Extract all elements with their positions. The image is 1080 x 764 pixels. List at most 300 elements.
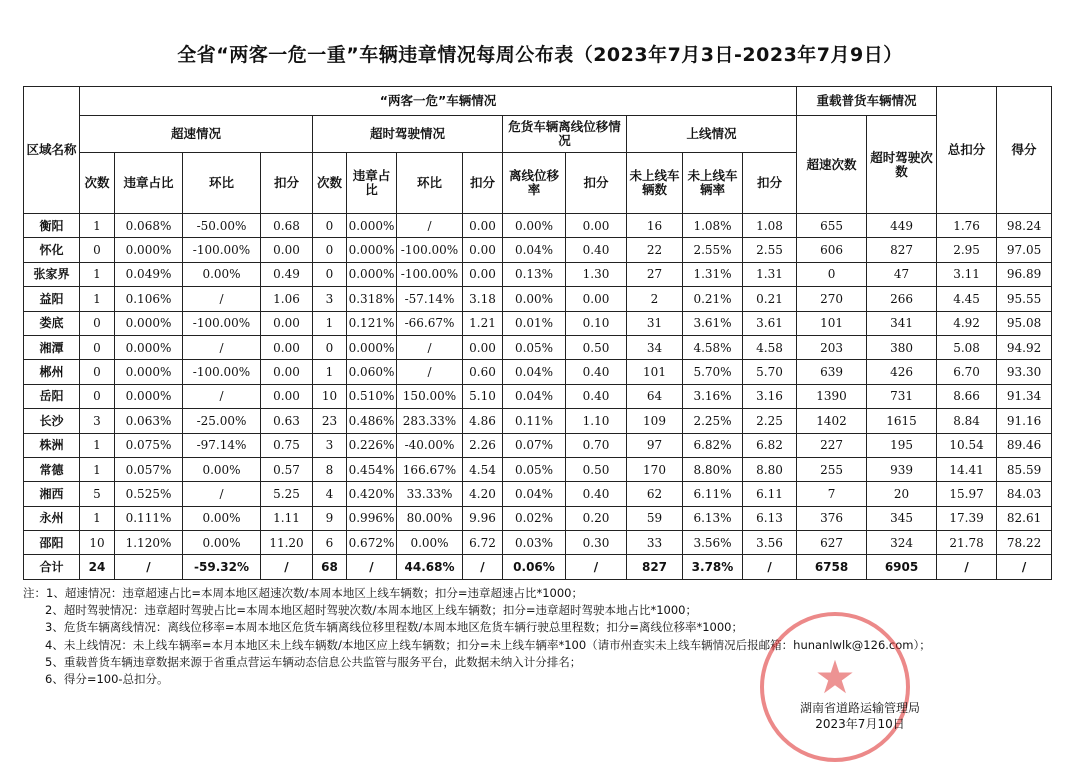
table-cell: 3.78% — [683, 555, 743, 579]
table-cell: 98.24 — [997, 214, 1052, 238]
table-cell: 0.07% — [503, 433, 566, 457]
table-cell: 3.11 — [937, 262, 997, 286]
table-cell: 227 — [797, 433, 867, 457]
table-cell: 266 — [867, 287, 937, 311]
table-cell: -25.00% — [183, 409, 261, 433]
region-cell: 湘西 — [24, 482, 80, 506]
table-cell: 6.13% — [683, 506, 743, 530]
table-cell: 4.20 — [463, 482, 503, 506]
table-cell: 0.10 — [566, 311, 627, 335]
table-cell: 95.55 — [997, 287, 1052, 311]
table-cell: 1402 — [797, 409, 867, 433]
table-cell: 8.80 — [743, 457, 797, 481]
table-row — [24, 335, 1052, 359]
region-cell: 怀化 — [24, 238, 80, 262]
table-cell: 1 — [80, 214, 115, 238]
table-row — [24, 409, 1052, 433]
table-cell: 85.59 — [997, 457, 1052, 481]
header-sp-score: 扣分 — [261, 153, 313, 214]
violation-table — [23, 86, 1052, 580]
table-cell: / — [463, 555, 503, 579]
table-cell: / — [183, 287, 261, 311]
table-cell: 2.25% — [683, 409, 743, 433]
table-cell: -59.32% — [183, 555, 261, 579]
table-cell: 10.54 — [937, 433, 997, 457]
note-line: 6、得分=100-总扣分。 — [45, 672, 169, 687]
table-cell: 0.00% — [503, 214, 566, 238]
header-ot-mom: 环比 — [397, 153, 463, 214]
region-cell: 合计 — [24, 555, 80, 579]
table-cell: 1 — [80, 506, 115, 530]
table-cell: 3.16 — [743, 384, 797, 408]
table-cell: 3.56 — [743, 531, 797, 555]
table-cell: 0.000% — [115, 311, 183, 335]
table-cell: 95.08 — [997, 311, 1052, 335]
table-cell: 627 — [797, 531, 867, 555]
table-cell: 8 — [313, 457, 347, 481]
table-cell: 4 — [313, 482, 347, 506]
region-cell: 长沙 — [24, 409, 80, 433]
region-cell: 郴州 — [24, 360, 80, 384]
table-cell: 376 — [797, 506, 867, 530]
table-cell: / — [997, 555, 1052, 579]
region-cell: 益阳 — [24, 287, 80, 311]
table-cell: 426 — [867, 360, 937, 384]
region-cell: 常德 — [24, 457, 80, 481]
table-cell: 101 — [627, 360, 683, 384]
header-group-lkyw: “两客一危”车辆情况 — [80, 87, 797, 116]
seal-star-icon: ★ — [814, 650, 856, 704]
table-cell: 0.068% — [115, 214, 183, 238]
table-cell: 0.04% — [503, 360, 566, 384]
header-on-rate: 未上线车辆率 — [683, 153, 743, 214]
table-cell: 0.00 — [261, 335, 313, 359]
table-cell: 23 — [313, 409, 347, 433]
table-cell: 0.11% — [503, 409, 566, 433]
table-cell: 8.80% — [683, 457, 743, 481]
table-cell: 3.56% — [683, 531, 743, 555]
table-cell: 101 — [797, 311, 867, 335]
header-online: 上线情况 — [627, 116, 797, 153]
table-cell: 1.10 — [566, 409, 627, 433]
table-row — [24, 433, 1052, 457]
region-cell: 岳阳 — [24, 384, 80, 408]
header-on-score: 扣分 — [743, 153, 797, 214]
signature-org: 湖南省道路运输管理局 — [799, 701, 920, 715]
header-on-count: 未上线车辆数 — [627, 153, 683, 214]
table-cell: 0.04% — [503, 238, 566, 262]
table-cell: 4.54 — [463, 457, 503, 481]
table-cell: 6.13 — [743, 506, 797, 530]
table-row — [24, 287, 1052, 311]
table-cell: 1.21 — [463, 311, 503, 335]
table-cell: / — [183, 335, 261, 359]
table-cell: 89.46 — [997, 433, 1052, 457]
table-cell: 5.10 — [463, 384, 503, 408]
table-cell: 0.00% — [183, 506, 261, 530]
table-cell: 0.996% — [347, 506, 397, 530]
table-cell: 731 — [867, 384, 937, 408]
header-heavy-speeding: 超速次数 — [797, 116, 867, 214]
header-offline: 危货车辆离线位移情况 — [503, 116, 627, 153]
table-row — [24, 238, 1052, 262]
table-cell: 11.20 — [261, 531, 313, 555]
table-cell: 1.08% — [683, 214, 743, 238]
header-sp-ratio: 违章占比 — [115, 153, 183, 214]
table-cell: 0.00 — [261, 384, 313, 408]
region-cell: 株洲 — [24, 433, 80, 457]
table-cell: 195 — [867, 433, 937, 457]
table-cell: 8.66 — [937, 384, 997, 408]
table-cell: 109 — [627, 409, 683, 433]
table-cell: 16 — [627, 214, 683, 238]
table-cell: 5.08 — [937, 335, 997, 359]
table-cell: 5.70% — [683, 360, 743, 384]
header-heavy-overtime: 超时驾驶次数 — [867, 116, 937, 214]
table-cell: 94.92 — [997, 335, 1052, 359]
table-cell: -97.14% — [183, 433, 261, 457]
table-cell: -100.00% — [397, 238, 463, 262]
table-cell: 0 — [80, 335, 115, 359]
table-cell: 5.25 — [261, 482, 313, 506]
table-cell: 0.525% — [115, 482, 183, 506]
table-cell: 6.82 — [743, 433, 797, 457]
table-cell: 3.61 — [743, 311, 797, 335]
table-cell: 14.41 — [937, 457, 997, 481]
table-cell: 0.40 — [566, 360, 627, 384]
table-cell: 1.31 — [743, 262, 797, 286]
table-cell: 0.226% — [347, 433, 397, 457]
table-cell: 0.21% — [683, 287, 743, 311]
region-cell: 邵阳 — [24, 531, 80, 555]
table-cell: 1.120% — [115, 531, 183, 555]
table-cell: 0.13% — [503, 262, 566, 286]
table-cell: 0.106% — [115, 287, 183, 311]
table-cell: / — [743, 555, 797, 579]
header-ot-count: 次数 — [313, 153, 347, 214]
table-cell: 0.57 — [261, 457, 313, 481]
note-line: 4、未上线情况：未上线车辆率=本月本地区未上线车辆数/本地区应上线车辆数；扣分=未上线车辆率*100（请市州查实未上线车辆情况后报邮箱：hunanlwlk@126.com）； — [45, 637, 931, 652]
table-cell: 0.454% — [347, 457, 397, 481]
table-cell: 0.75 — [261, 433, 313, 457]
table-cell: 0.00% — [503, 287, 566, 311]
table-cell: 0.30 — [566, 531, 627, 555]
table-cell: / — [397, 360, 463, 384]
table-cell: 97.05 — [997, 238, 1052, 262]
table-cell: 0.70 — [566, 433, 627, 457]
table-cell: / — [937, 555, 997, 579]
table-cell: 0.000% — [115, 238, 183, 262]
table-cell: 24 — [80, 555, 115, 579]
note-line: 2、超时驾驶情况：违章超时驾驶占比=本周本地区超时驾驶次数/本周本地区上线车辆数；扣分=违章超时驾驶本地占比*1000； — [45, 603, 697, 618]
table-cell: 0.00 — [463, 214, 503, 238]
table-cell: 0.00 — [566, 214, 627, 238]
table-row — [24, 262, 1052, 286]
table-cell: 324 — [867, 531, 937, 555]
header-sp-count: 次数 — [80, 153, 115, 214]
table-cell: 68 — [313, 555, 347, 579]
table-cell: 166.67% — [397, 457, 463, 481]
table-cell: 0.00% — [183, 457, 261, 481]
table-row — [24, 214, 1052, 238]
table-cell: 449 — [867, 214, 937, 238]
header-off-score: 扣分 — [566, 153, 627, 214]
table-cell: 3 — [313, 433, 347, 457]
table-cell: 0.000% — [347, 214, 397, 238]
table-cell: / — [115, 555, 183, 579]
table-cell: 0.40 — [566, 384, 627, 408]
table-cell: 0.00 — [261, 360, 313, 384]
table-cell: 0 — [313, 335, 347, 359]
table-cell: 0.00 — [261, 238, 313, 262]
table-cell: / — [566, 555, 627, 579]
table-cell: 0.00 — [261, 311, 313, 335]
table-cell: 0.00% — [397, 531, 463, 555]
table-cell: 2 — [627, 287, 683, 311]
table-row — [24, 531, 1052, 555]
notes-section — [23, 585, 1063, 688]
table-cell: 0 — [313, 238, 347, 262]
table-cell: 6.11 — [743, 482, 797, 506]
table-cell: 2.25 — [743, 409, 797, 433]
table-cell: 6.72 — [463, 531, 503, 555]
table-cell: 1.31% — [683, 262, 743, 286]
note-line: 注：1、超速情况：违章超速占比=本周本地区超速次数/本周本地区上线车辆数；扣分=违章超速占比*1000； — [23, 586, 583, 600]
table-cell: 0.672% — [347, 531, 397, 555]
table-cell: 0.049% — [115, 262, 183, 286]
table-cell: 4.92 — [937, 311, 997, 335]
table-cell: 2.55% — [683, 238, 743, 262]
region-cell: 湘潭 — [24, 335, 80, 359]
table-cell: 0.63 — [261, 409, 313, 433]
table-cell: 6.70 — [937, 360, 997, 384]
header-speeding: 超速情况 — [80, 116, 313, 153]
table-cell: 3.16% — [683, 384, 743, 408]
table-cell: 0.057% — [115, 457, 183, 481]
table-cell: 7 — [797, 482, 867, 506]
table-cell: 0.50 — [566, 457, 627, 481]
table-cell: 1 — [313, 360, 347, 384]
header-sp-mom: 环比 — [183, 153, 261, 214]
table-cell: / — [397, 335, 463, 359]
table-cell: 341 — [867, 311, 937, 335]
table-cell: 0.00 — [463, 238, 503, 262]
header-group-heavy: 重载普货车辆情况 — [797, 87, 937, 116]
table-cell: 0.05% — [503, 457, 566, 481]
table-row-total — [24, 555, 1052, 579]
table-cell: 6 — [313, 531, 347, 555]
table-cell: 0 — [80, 360, 115, 384]
table-cell: 4.58 — [743, 335, 797, 359]
table-cell: 64 — [627, 384, 683, 408]
table-cell: 827 — [867, 238, 937, 262]
table-cell: 5.70 — [743, 360, 797, 384]
table-cell: 0 — [313, 262, 347, 286]
table-cell: 380 — [867, 335, 937, 359]
table-cell: 0.121% — [347, 311, 397, 335]
note-line: 5、重载普货车辆违章数据来源于省重点营运车辆动态信息公共监管与服务平台，此数据未纳入计分排名； — [45, 654, 582, 669]
table-cell: 0.486% — [347, 409, 397, 433]
header-overtime: 超时驾驶情况 — [313, 116, 503, 153]
table-cell: 0.02% — [503, 506, 566, 530]
region-cell: 张家界 — [24, 262, 80, 286]
table-cell: 62 — [627, 482, 683, 506]
table-cell: 4.45 — [937, 287, 997, 311]
header-region: 区域名称 — [24, 87, 80, 214]
table-cell: 4.58% — [683, 335, 743, 359]
header-ot-score: 扣分 — [463, 153, 503, 214]
table-cell: 0.20 — [566, 506, 627, 530]
table-cell: -100.00% — [183, 360, 261, 384]
table-cell: 3.61% — [683, 311, 743, 335]
table-cell: 1390 — [797, 384, 867, 408]
header-off-rate: 离线位移率 — [503, 153, 566, 214]
table-cell: 0.68 — [261, 214, 313, 238]
table-row — [24, 311, 1052, 335]
table-cell: 33.33% — [397, 482, 463, 506]
table-cell: 345 — [867, 506, 937, 530]
table-cell: 6905 — [867, 555, 937, 579]
header-total-score: 总扣分 — [937, 87, 997, 214]
table-cell: 59 — [627, 506, 683, 530]
table-cell: 10 — [80, 531, 115, 555]
table-cell: 0.04% — [503, 384, 566, 408]
table-cell: 0.01% — [503, 311, 566, 335]
table-cell: 93.30 — [997, 360, 1052, 384]
table-cell: 0.00 — [463, 262, 503, 286]
table-cell: 0.000% — [115, 335, 183, 359]
table-cell: 0 — [80, 311, 115, 335]
table-row — [24, 360, 1052, 384]
table-cell: 4.86 — [463, 409, 503, 433]
table-row — [24, 506, 1052, 530]
table-cell: 1.11 — [261, 506, 313, 530]
table-cell: 606 — [797, 238, 867, 262]
table-cell: 0.21 — [743, 287, 797, 311]
region-cell: 衡阳 — [24, 214, 80, 238]
table-cell: 96.89 — [997, 262, 1052, 286]
table-cell: 1.30 — [566, 262, 627, 286]
table-cell: 655 — [797, 214, 867, 238]
table-cell: 0.00 — [463, 335, 503, 359]
table-cell: 31 — [627, 311, 683, 335]
table-cell: 22 — [627, 238, 683, 262]
table-cell: 6.82% — [683, 433, 743, 457]
note-line: 3、危货车辆离线情况：离线位移率=本周本地区危货车辆离线位移里程数/本周本地区危货车辆行驶总里程数；扣分=离线位移率*1000； — [45, 620, 743, 635]
table-cell: 0.00% — [183, 262, 261, 286]
table-cell: 0.50 — [566, 335, 627, 359]
table-cell: 0.06% — [503, 555, 566, 579]
table-cell: 0 — [80, 238, 115, 262]
table-cell: 0.000% — [347, 238, 397, 262]
table-cell: / — [397, 214, 463, 238]
table-cell: 91.34 — [997, 384, 1052, 408]
table-cell: 9.96 — [463, 506, 503, 530]
table-cell: 255 — [797, 457, 867, 481]
table-cell: 44.68% — [397, 555, 463, 579]
table-cell: 0 — [313, 214, 347, 238]
table-cell: 0.063% — [115, 409, 183, 433]
table-cell: 20 — [867, 482, 937, 506]
table-row — [24, 384, 1052, 408]
header-final-score: 得分 — [997, 87, 1052, 214]
table-cell: 150.00% — [397, 384, 463, 408]
table-cell: 0.000% — [347, 262, 397, 286]
table-cell: 0 — [797, 262, 867, 286]
table-cell: 1.06 — [261, 287, 313, 311]
table-cell: 0.000% — [115, 360, 183, 384]
table-cell: 1.08 — [743, 214, 797, 238]
table-cell: 9 — [313, 506, 347, 530]
table-cell: 10 — [313, 384, 347, 408]
table-cell: 8.84 — [937, 409, 997, 433]
table-cell: 34 — [627, 335, 683, 359]
table-cell: 203 — [797, 335, 867, 359]
table-cell: 2.26 — [463, 433, 503, 457]
signature-block — [760, 700, 960, 732]
table-cell: 80.00% — [397, 506, 463, 530]
header-ot-ratio: 违章占比 — [347, 153, 397, 214]
table-cell: -100.00% — [397, 262, 463, 286]
table-cell: 1 — [80, 457, 115, 481]
table-cell: 0.060% — [347, 360, 397, 384]
table-cell: 0.40 — [566, 482, 627, 506]
table-cell: -40.00% — [397, 433, 463, 457]
table-cell: 84.03 — [997, 482, 1052, 506]
table-cell: 2.95 — [937, 238, 997, 262]
table-cell: 91.16 — [997, 409, 1052, 433]
table-cell: -50.00% — [183, 214, 261, 238]
table-cell: 0.00% — [183, 531, 261, 555]
table-cell: 0.60 — [463, 360, 503, 384]
table-cell: 0.00 — [566, 287, 627, 311]
table-cell: 33 — [627, 531, 683, 555]
table-cell: 21.78 — [937, 531, 997, 555]
table-cell: 939 — [867, 457, 937, 481]
table-row — [24, 457, 1052, 481]
table-cell: 1 — [80, 433, 115, 457]
table-cell: 1.76 — [937, 214, 997, 238]
table-cell: 97 — [627, 433, 683, 457]
table-cell: 827 — [627, 555, 683, 579]
table-cell: 2.55 — [743, 238, 797, 262]
table-cell: 82.61 — [997, 506, 1052, 530]
table-cell: 15.97 — [937, 482, 997, 506]
table-cell: 17.39 — [937, 506, 997, 530]
table-cell: 3 — [80, 409, 115, 433]
table-cell: 0.49 — [261, 262, 313, 286]
table-cell: 1 — [80, 287, 115, 311]
table-cell: / — [183, 384, 261, 408]
table-cell: 639 — [797, 360, 867, 384]
table-cell: 0.000% — [115, 384, 183, 408]
table-cell: / — [183, 482, 261, 506]
table-row — [24, 482, 1052, 506]
table-cell: 0.40 — [566, 238, 627, 262]
table-cell: 6.11% — [683, 482, 743, 506]
table-cell: 1 — [80, 262, 115, 286]
table-cell: 0.318% — [347, 287, 397, 311]
table-cell: 0.000% — [347, 335, 397, 359]
table-cell: -100.00% — [183, 311, 261, 335]
table-cell: -66.67% — [397, 311, 463, 335]
table-body — [24, 214, 1052, 580]
table-cell: 0.03% — [503, 531, 566, 555]
table-cell: 170 — [627, 457, 683, 481]
table-cell: 0.420% — [347, 482, 397, 506]
table-cell: -100.00% — [183, 238, 261, 262]
table-cell: 27 — [627, 262, 683, 286]
